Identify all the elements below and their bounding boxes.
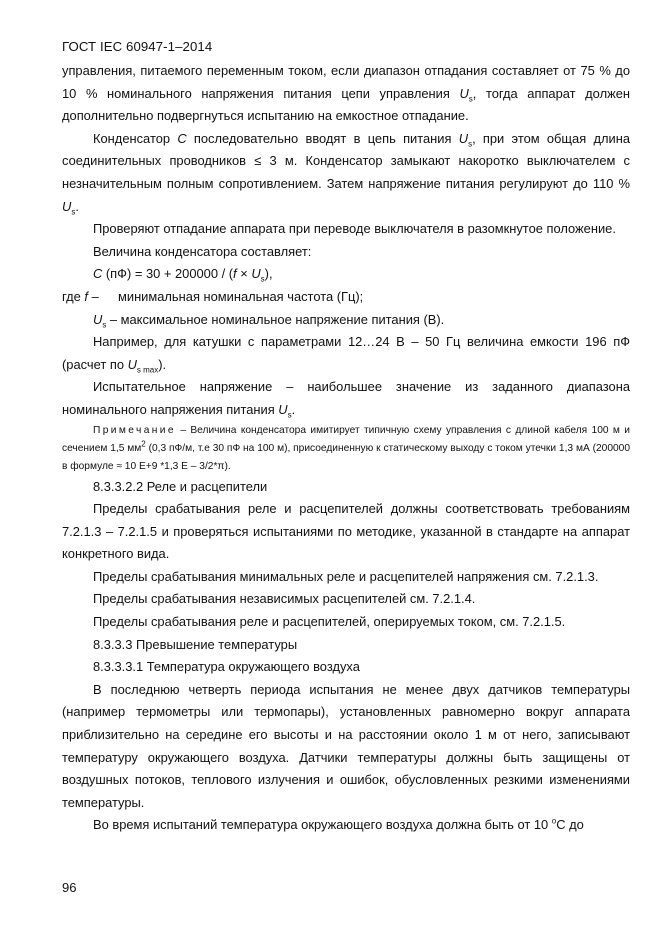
section-heading: 8.3.3.3 Превышение температуры [93, 636, 298, 652]
paragraph: Пределы срабатывания реле и расцепителей должны соответствовать требованиям 7.2.1.3 – 7.2.1.5 и проверяться испытаниями по методике, указанной в стандарте на аппарат конкретного вида. [62, 501, 630, 562]
section-heading: 8.3.3.2.2 Реле и расцепители [93, 478, 268, 494]
paragraph: управления, питаемого переменным током, если диапазон отпадания составляет от 75 % до 10 % номинального напряжения питания цепи управления $U_s$, тогда аппарат должен дополнительно подвергнуться испытанию на емкостное отпадание. [62, 63, 630, 124]
paragraph: Пределы срабатывания независимых расцепителей см. 7.2.1.4. [93, 591, 476, 607]
paragraph: Конденсатор C последовательно вводят в цепь питания $U_s$, при этом общая длина соединительных проводников ≤ 3 м. Конденсатор замыкают накоротко выключателем с незначительным полным сопротивлением. Затем напряжение питания регулируют до 110 % $U_s$. [62, 130, 630, 217]
formula: C $(пФ) = 30 + 200000 / (f \times U_s)$, [93, 266, 273, 284]
document-body [62, 60, 630, 837]
paragraph: Во время испытаний температура окружающего воздуха должна быть от 10 $^o$С до [93, 817, 584, 833]
document-header: ГОСТ IEC 60947-1–2014 [62, 39, 213, 54]
paragraph: Величина конденсатора составляет: [93, 243, 312, 259]
formula-where: $U_s$ – максимальное номинальное напряжение питания (В). [93, 311, 445, 330]
paragraph: Испытательное напряжение – наибольшее значение из заданного диапазона номинального напряжения питания $U_s$. [62, 379, 630, 420]
paragraph: Пределы срабатывания реле и расцепителей, оперируемых током, см. 7.2.1.5. [93, 614, 566, 630]
paragraph: Пределы срабатывания минимальных реле и расцепителей напряжения см. 7.2.1.3. [93, 568, 599, 584]
page-number: 96 [62, 880, 77, 895]
formula-where: где f – минимальная номинальная частота (Гц); [62, 288, 364, 304]
paragraph: Например, для катушки с параметрами 12…24 В – 50 Гц величина емкости 196 пФ (расчет по $U_{s max}$). [62, 334, 630, 375]
paragraph: В последнюю четверть периода испытания не менее двух датчиков температуры (например термометры или термопары), установленных равномерно вокруг аппарата приблизительно на середине его высоты и на расстоянии около 1 м от него, записывают температуру окружающего воздуха. Датчики температуры должны быть защищены от воздушных потоков, теплового излучения и ошибок, обусловленных резкими изменениями температуры. [62, 681, 630, 810]
paragraph: Проверяют отпадание аппарата при переводе выключателя в разомкнутое положение. [93, 221, 616, 237]
section-heading: 8.3.3.3.1 Температура окружающего воздуха [93, 659, 360, 675]
note: Примечание – Величина конденсатора имитирует типичную схему управления с длиной кабеля 100 м и сечением 1,5 $мм^2$ (0,3 пФ/м, т.е 30 пФ на 100 м), присоединенную к статическому выходу с током утечки 1,3 мА (200000 в формуле ≈ 10 E+9 *1,3 E – 3/2*π). [62, 424, 630, 472]
